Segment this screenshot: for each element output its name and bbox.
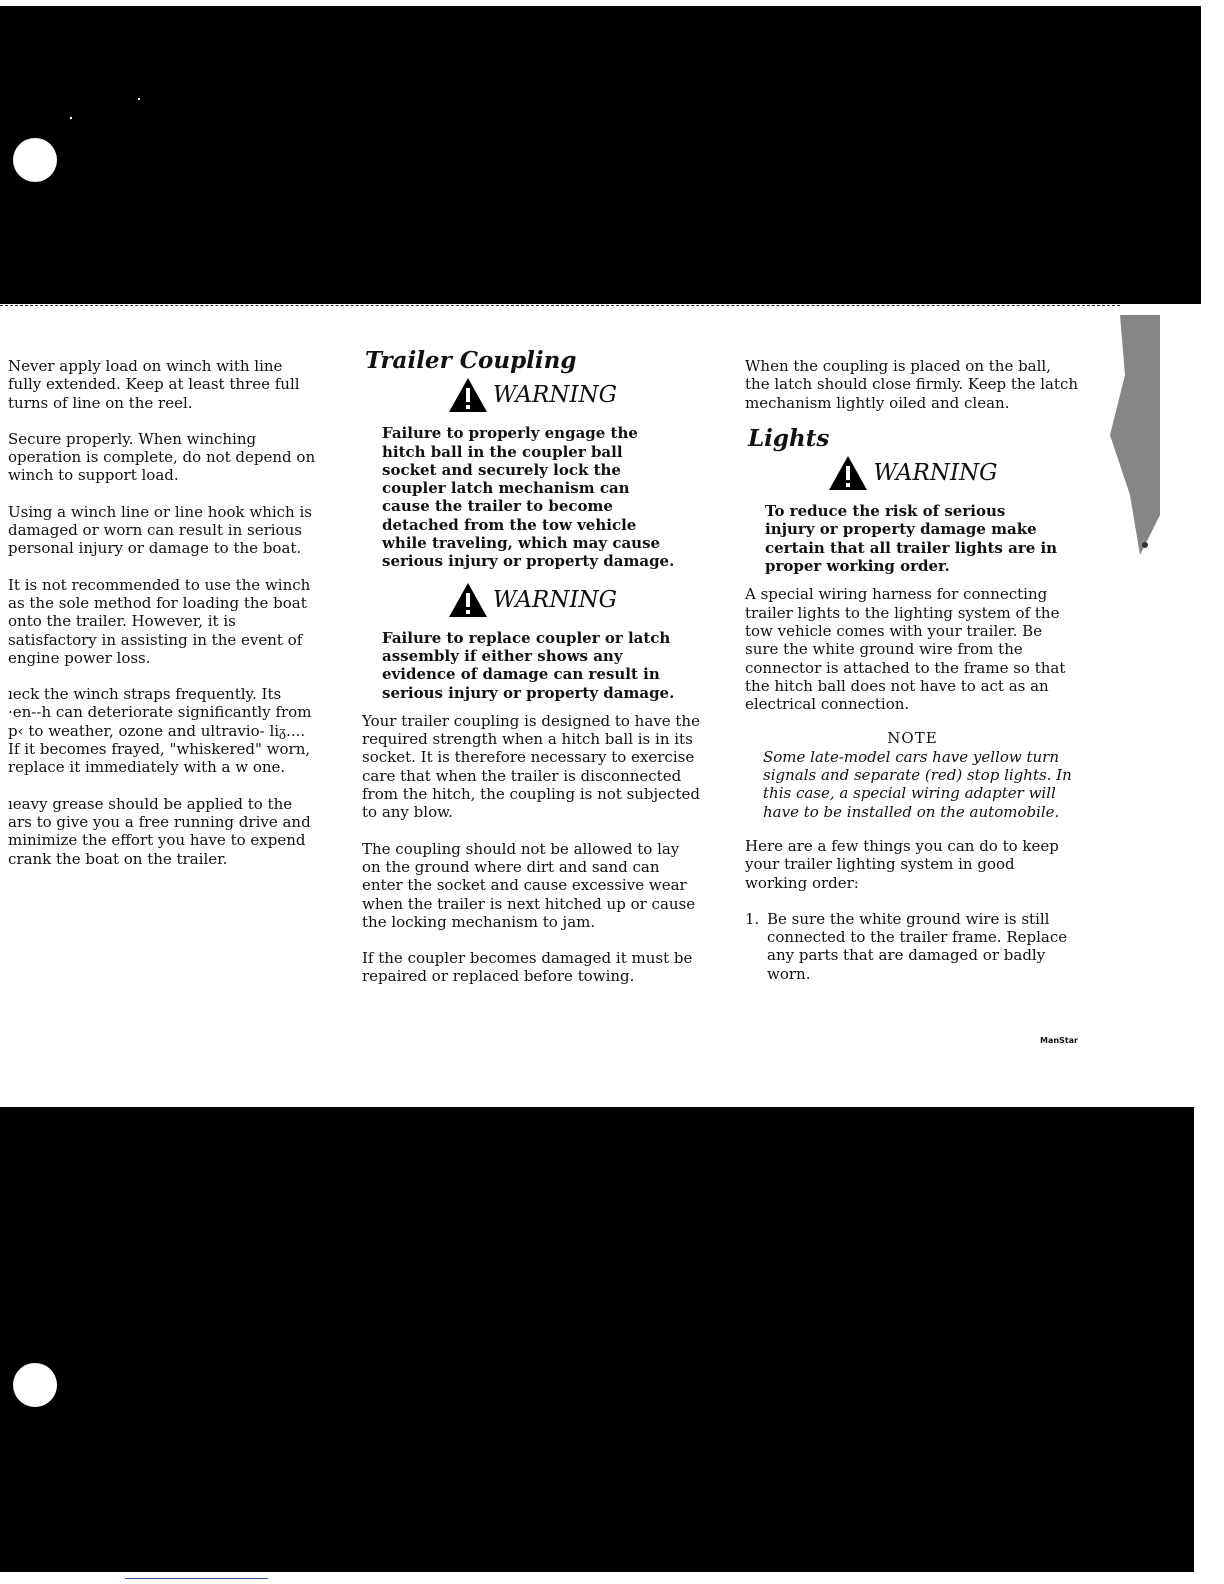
list-text: Be sure the white ground wire is still connected to the trailer frame. Replace any parts that are damaged or badly worn. — [767, 909, 1068, 983]
page-top-rule — [0, 305, 1120, 306]
left-paragraph: It is not recommended to use the winch as the sole method for loading the boat onto the trailer. However, it is satisfactory in assisting in the event of engine power loss. — [8, 575, 311, 667]
left-column — [8, 357, 318, 886]
warning-text: To reduce the risk of serious injury or property damage make certain that all trailer lights are in proper working order. — [765, 502, 1058, 576]
middle-paragraph: The coupling should not be allowed to lay on the ground where dirt and sand can enter the socket and cause excessive wear when the trailer is next hitched up or cause the locking mechanism to jam. — [362, 839, 696, 931]
section-heading-trailer-coupling: Trailer Coupling — [365, 347, 577, 374]
warning-banner — [362, 581, 702, 619]
note-text: Some late-model cars have yellow turn signals and separate (red) stop lights. In this case, a special wiring adapter will have to be installed on the automobile. — [763, 747, 1072, 821]
scan-speck — [138, 98, 140, 100]
right-column — [745, 357, 1080, 983]
punch-hole-top — [13, 138, 57, 182]
scan-speck — [70, 117, 72, 119]
middle-column — [362, 347, 702, 1004]
warning-banner — [362, 376, 702, 414]
punch-hole-bottom — [13, 1363, 57, 1407]
warning-label: WARNING — [492, 586, 618, 613]
middle-paragraph: Your trailer coupling is designed to have the required strength when a hitch ball is in its socket. It is therefore necessary to exercise care that when the trailer is disconnected from the hitch, the coupling is not subjected to any blow. — [362, 711, 700, 822]
right-intro-paragraph: When the coupling is placed on the ball, the latch should close firmly. Keep the latch mechanism lightly oiled and clean. — [745, 357, 1079, 412]
warning-label: WARNING — [873, 460, 998, 487]
note-heading: NOTE — [887, 729, 938, 748]
left-paragraph: ıeavy grease should be applied to the ars to give you a free running drive and minimize the effort you have to expend crank the boat on the trailer. — [8, 794, 311, 868]
warning-banner — [745, 454, 1080, 492]
warning-text: Failure to properly engage the hitch ball in the coupler ball socket and securely lock the coupler latch mechanism can cause the trailer to become detached from the tow vehicle while traveling, which may cause serious injury or property damage. — [382, 424, 675, 571]
bottom-scan-band — [0, 1107, 1194, 1572]
left-paragraph: Secure properly. When winching operation is complete, do not depend on winch to support load. — [8, 429, 316, 485]
tips-intro: Here are a few things you can do to keep your trailer lighting system in good working order: — [745, 836, 1059, 892]
warning-label: WARNING — [492, 382, 618, 409]
right-paragraph: A special wiring harness for connecting trailer lights to the lighting system of the tow vehicle comes with your trailer. Be sure the white ground wire from the connector is attached to the frame so that the hitch ball does not have to act as an electrical connection. — [745, 585, 1066, 714]
warning-triangle-icon — [447, 376, 489, 414]
middle-paragraph: If the coupler becomes damaged it must be repaired or replaced before towing. — [362, 949, 693, 986]
footer-brand-tag: ManStar — [1040, 1036, 1078, 1045]
left-paragraph: Never apply load on winch with line fully extended. Keep at least three full turns of line on the reel. — [8, 357, 300, 412]
left-paragraph: Using a winch line or line hook which is damaged or worn can result in serious personal injury or damage to the boat. — [8, 502, 312, 558]
left-paragraph: ıeck the winch straps frequently. Its ·en‑‑h can deteriorate significantly from p‹ to weather, ozone and ultravio‑ liᵹ.... If it becomes frayed, "whiskered" worn, replace it immediately with a w one. — [8, 685, 312, 777]
top-scan-band — [0, 6, 1201, 304]
section-heading-lights: Lights — [748, 424, 830, 452]
warning-text: Failure to replace coupler or latch assembly if either shows any evidence of damage can result in serious injury or property damage. — [382, 628, 675, 702]
warning-triangle-icon — [827, 454, 869, 492]
list-item — [745, 910, 1080, 983]
list-number: 1. — [745, 909, 760, 928]
bottom-edge-line — [125, 1578, 268, 1579]
scan-smudge — [1100, 315, 1160, 575]
warning-triangle-icon — [447, 581, 489, 619]
